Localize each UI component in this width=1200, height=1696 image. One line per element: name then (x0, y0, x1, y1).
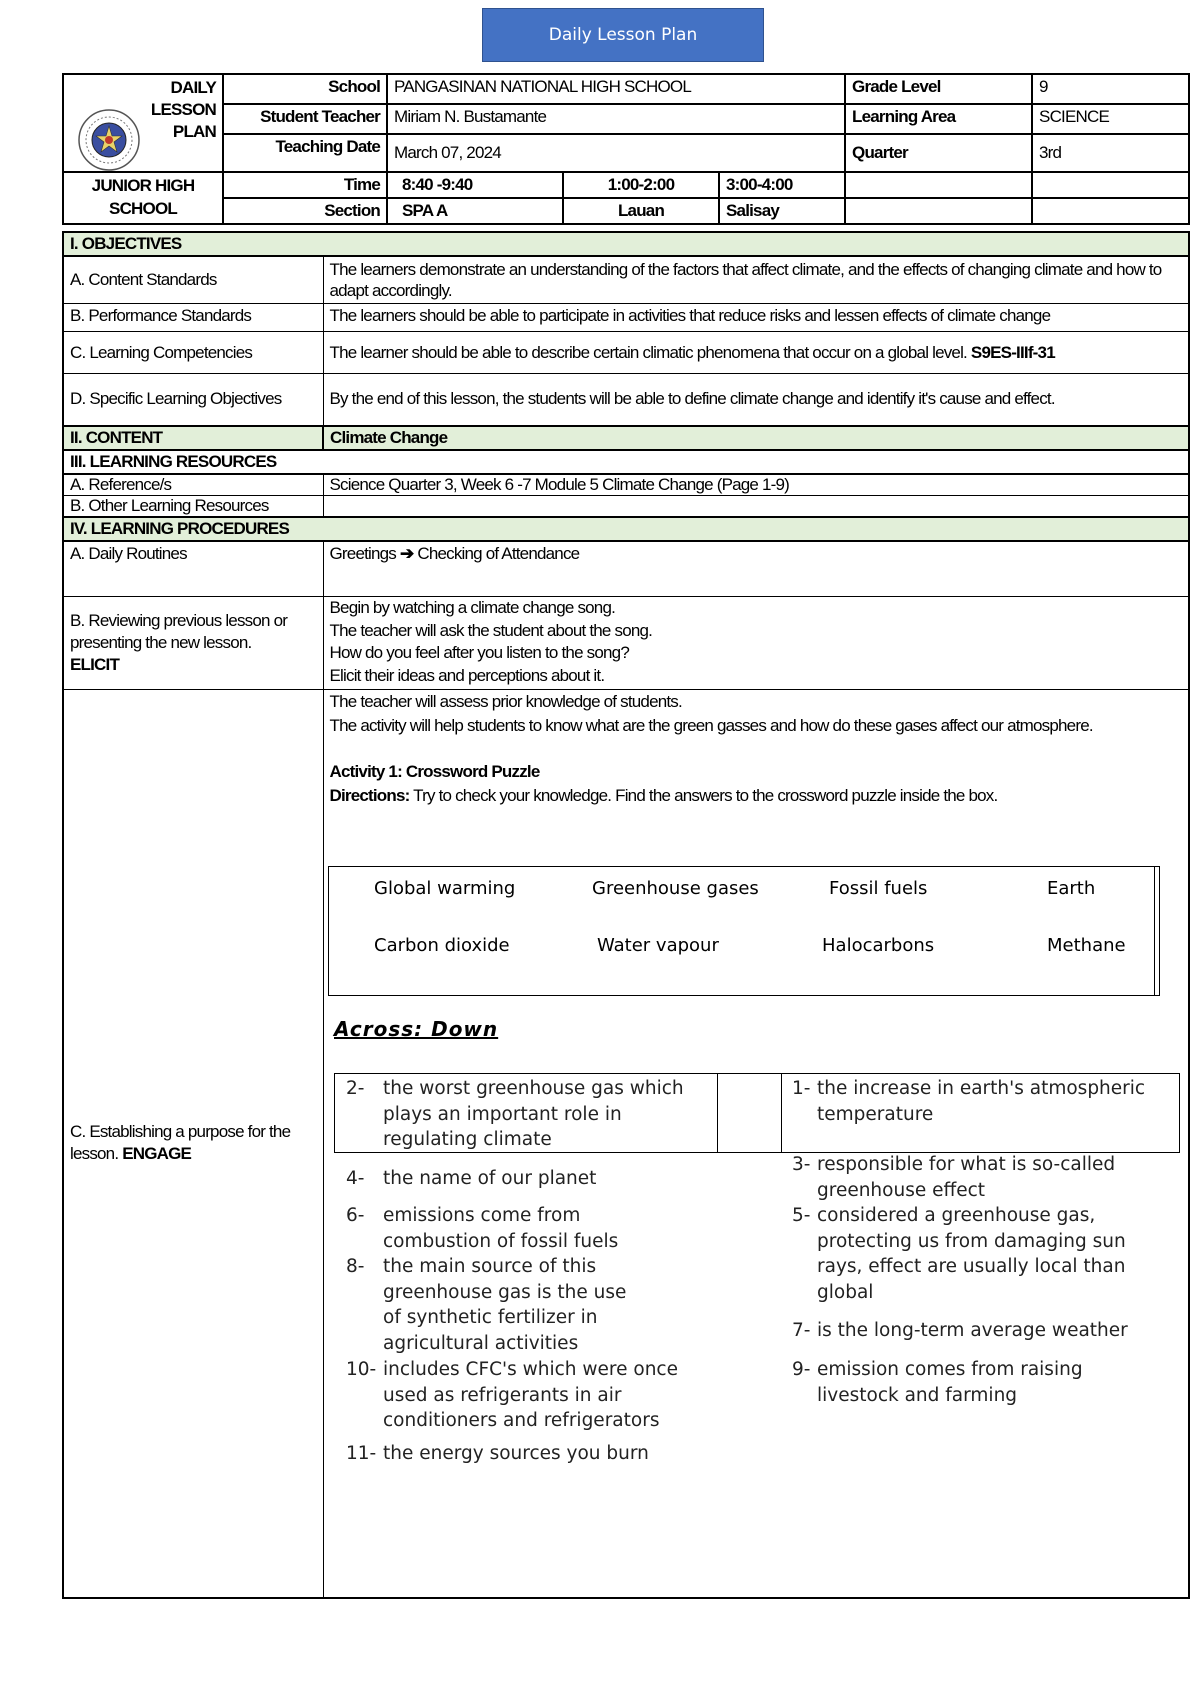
clue-across (346, 1203, 716, 1252)
clue-across (346, 1166, 716, 1192)
content-heading: II. CONTENT (63, 426, 323, 450)
review-label: B. Reviewing previous lesson or presenting the new lesson. (70, 611, 288, 652)
section-2: Lauan (563, 198, 719, 224)
clue-text: responsible for what is so-called greenhouse effect (817, 1154, 1116, 1201)
routines-attendance: Checking of Attendance (417, 543, 580, 563)
purpose-label: C. Establishing a purpose for the lesson. (70, 1122, 291, 1164)
review-label-cell (63, 597, 323, 690)
clue-number: 2- (346, 1078, 365, 1099)
specific-objectives-label: D. Specific Learning Objectives (63, 374, 323, 426)
other-resources-value (323, 495, 1189, 517)
references-value: Science Quarter 3, Week 6 -7 Module 5 Climate Change (Page 1-9) (323, 474, 1189, 496)
time-2: 1:00-2:00 (563, 172, 719, 198)
learning-area-value: SCIENCE (1032, 104, 1189, 134)
word-bank-item: Global warming (374, 878, 516, 899)
clue-text: the worst greenhouse gas which plays an important role in regulating climate (383, 1078, 684, 1150)
clue-number: 10- (346, 1359, 377, 1380)
clue-text: emission comes from raising livestock and farming (817, 1359, 1083, 1406)
clue-text: is the long-term average weather (817, 1320, 1128, 1341)
header-table (62, 73, 1190, 225)
clue-across (346, 1254, 716, 1354)
clue-text: the name of our planet (383, 1168, 597, 1189)
purpose-label-cell (63, 690, 323, 1598)
clue-across (346, 1441, 716, 1467)
references-label: A. Reference/s (63, 474, 323, 496)
engage-line: The teacher will assess prior knowledge of students. (329, 692, 682, 711)
section-empty-1 (845, 198, 1032, 224)
section-1: SPA A (387, 198, 563, 224)
clue-text: considered a greenhouse gas, protecting us from damaging sun rays, effect are usually local than global (817, 1205, 1126, 1303)
routines-greetings: Greetings (329, 543, 397, 563)
directions-line (330, 784, 1183, 808)
activity-title: Activity 1: Crossword Puzzle (329, 762, 540, 781)
directions-text: Try to check your knowledge. Find the answers to the crossword puzzle inside the box. (413, 785, 998, 805)
document-title: Daily Lesson Plan (482, 8, 764, 62)
time-empty-2 (1032, 172, 1189, 198)
clue-number: 6- (346, 1205, 365, 1226)
resources-heading-row (63, 450, 1189, 474)
clue-down (792, 1076, 1177, 1125)
competency-code: S9ES-IIIf-31 (970, 342, 1055, 362)
clue-number: 9- (792, 1359, 811, 1380)
clue-across (346, 1076, 716, 1150)
directions-label: Directions: (329, 785, 410, 805)
word-bank-item: Methane (1047, 935, 1126, 956)
clue-number: 1- (792, 1078, 811, 1099)
section-3: Salisay (719, 198, 845, 224)
objectives-heading: I. OBJECTIVES (63, 232, 1189, 256)
clue-number: 5- (792, 1205, 811, 1226)
deped-seal-icon (70, 108, 148, 172)
specific-objectives-value: By the end of this lesson, the students will be able to define climate change and identify it's cause and effect. (323, 374, 1189, 426)
word-bank-item: Halocarbons (822, 935, 935, 956)
teaching-date-value: March 07, 2024 (387, 134, 845, 172)
school-label: School (223, 74, 387, 104)
time-1: 8:40 -9:40 (387, 172, 563, 198)
performance-standards-value: The learners should be able to participate in activities that reduce risks and lessen effects of climate change (323, 304, 1189, 332)
section-empty-2 (1032, 198, 1189, 224)
other-resources-label: B. Other Learning Resources (63, 495, 323, 517)
routines-label: A. Daily Routines (63, 541, 323, 597)
review-lines (323, 597, 1189, 690)
student-teacher-value: Miriam N. Bustamante (387, 104, 845, 134)
quarter-label: Quarter (845, 134, 1032, 172)
review-line: Elicit their ideas and perceptions about it. (329, 665, 605, 685)
clue-text: the increase in earth's atmospheric temperature (817, 1078, 1146, 1125)
word-bank-item: Greenhouse gases (592, 878, 759, 899)
word-bank-item: Water vapour (597, 935, 719, 956)
content-standards-value: The learners demonstrate an understanding of the factors that affect climate, and the effects of changing climate and how to adapt accordingly. (323, 256, 1189, 304)
clue-down (792, 1357, 1177, 1406)
content-standards-label: A. Content Standards (63, 256, 323, 304)
procedures-heading: IV. LEARNING PROCEDURES (63, 517, 1189, 541)
clue-number: 7- (792, 1320, 811, 1341)
routines-cell (323, 541, 1189, 597)
review-line: Begin by watching a climate change song. (329, 598, 616, 617)
clue-number: 11- (346, 1443, 377, 1464)
purpose-tag: ENGAGE (122, 1144, 192, 1164)
clue-text: emissions come from combustion of fossil fuels (383, 1205, 619, 1252)
competencies-label: C. Learning Competencies (63, 332, 323, 374)
grade-level-label: Grade Level (845, 74, 1032, 104)
across-down-heading: Across: Down (334, 1017, 499, 1041)
learning-area-label: Learning Area (845, 104, 1032, 134)
clue-down (792, 1203, 1177, 1303)
clue-text: the energy sources you burn (383, 1443, 649, 1464)
teaching-date-label: Teaching Date (223, 134, 387, 172)
competencies-value: The learner should be able to describe certain climatic phenomena that occur on a global level. (329, 342, 967, 362)
word-bank-item: Carbon dioxide (374, 935, 510, 956)
performance-standards-label: B. Performance Standards (63, 304, 323, 332)
clue-down (792, 1152, 1177, 1201)
resources-heading: III. LEARNING RESOURCES (63, 450, 1189, 474)
competencies-cell (323, 332, 1189, 374)
objectives-heading-row (63, 232, 1189, 256)
time-label: Time (223, 172, 387, 198)
review-line: How do you feel after you listen to the song? (329, 643, 629, 662)
procedures-heading-row (63, 517, 1189, 541)
quarter-value: 3rd (1032, 134, 1189, 172)
section-label: Section (223, 198, 387, 224)
engage-line: The activity will help students to know what are the green gasses and how do these gases affect our atmosphere. (329, 715, 1093, 735)
review-line: The teacher will ask the student about the song. (329, 620, 653, 640)
word-bank-box (328, 866, 1160, 996)
word-bank-item: Earth (1047, 878, 1096, 899)
time-empty-1 (845, 172, 1032, 198)
student-teacher-label: Student Teacher (223, 104, 387, 134)
clue-text: includes CFC's which were once used as refrigerants in air conditioners and refrigerators (383, 1359, 678, 1431)
clue-number: 4- (346, 1168, 365, 1189)
clue-across (346, 1357, 716, 1431)
dlp-label: DAILY LESSON PLAN (150, 78, 216, 141)
arrow-right-icon: ➔ (399, 543, 414, 563)
jhs-label: JUNIOR HIGH SCHOOL (63, 172, 223, 224)
time-3: 3:00-4:00 (719, 172, 845, 198)
review-tag: ELICIT (70, 655, 120, 674)
clue-text: the main source of this greenhouse gas is the use of synthetic fertilizer in agricultural activities (383, 1256, 627, 1354)
word-bank-item: Fossil fuels (829, 878, 928, 899)
content-heading-row (63, 426, 1189, 450)
clue-number: 8- (346, 1256, 365, 1277)
grade-level-value: 9 (1032, 74, 1189, 104)
clue-down (792, 1318, 1177, 1344)
clue-number: 3- (792, 1154, 811, 1175)
content-value: Climate Change (323, 426, 1189, 450)
school-value: PANGASINAN NATIONAL HIGH SCHOOL (387, 74, 845, 104)
